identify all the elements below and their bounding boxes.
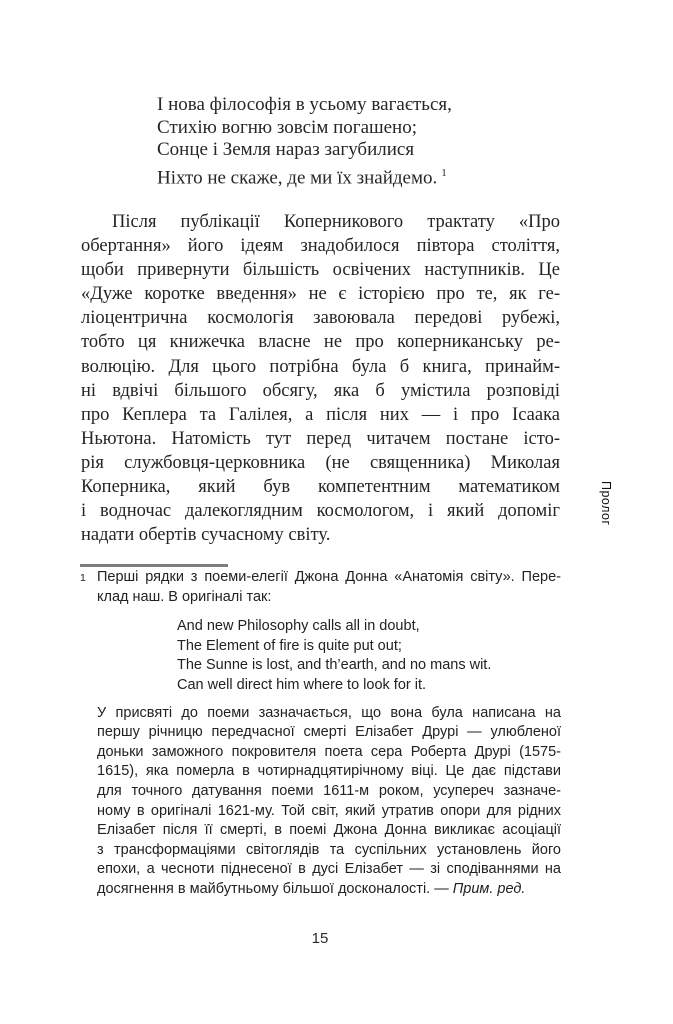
verse-line: The Element of fire is quite put out; (177, 637, 402, 654)
page-number: 15 (311, 930, 329, 947)
epigraph-line (157, 162, 452, 190)
footnote-line: У присвяті до поеми зазначається, що вона була написана на (97, 704, 561, 721)
main-paragraph (81, 210, 560, 547)
epigraph-poem (157, 94, 452, 190)
footnote (80, 568, 561, 900)
editor-note: Прим. ред. (452, 880, 526, 897)
footnote-line: 1615), яка померла в чотирнадцятирічному віці. Це дає підстави (97, 763, 561, 780)
text-line: обертання» його ідеям знадобилося півтора століття, (81, 236, 560, 257)
footnote-line: Елізабет після її смерті, в поемі Джона Донна викликає асоціації (97, 822, 561, 839)
text-line: ліоцентрична космологія завоювала передові рубежі, (81, 308, 560, 329)
text-line: «Дуже коротке введення» не є історією про те, як ге- (81, 284, 560, 305)
verse-line: The Sunne is lost, and th’earth, and no mans wit. (177, 657, 492, 674)
epigraph-line-text: Ніхто не скаже, де ми їх знайдемо. (157, 167, 438, 189)
footnote-line: Перші рядки з поеми-елегії Джона Донна «Анатомія світу». Пере- (97, 569, 561, 585)
text-line: рія службовця-церковника (не священника) Миколая (81, 452, 560, 473)
footnote-line: епохи, а чесноти піднесеної в дусі Елізабет — зі сподіваннями на (97, 861, 561, 878)
text-line: щоби привернути більшість освічених наступників. Це (81, 260, 560, 281)
footnote-line: для точного датування поеми 1611-м роком, усупереч зазначе- (97, 782, 561, 799)
text-line: Після публікації Коперникового трактату «Про (112, 212, 560, 232)
footnote-line: клад наш. В оригіналі так: (97, 588, 272, 605)
text-line: ні вдвічі більшого обсягу, яка б умістила розповіді (81, 380, 560, 401)
text-line: тобто ця книжечка власне не про коперниканську ре- (81, 332, 560, 353)
footnote-reference: 1 (441, 166, 447, 179)
footnote-line: ному в оригіналі 1621-му. Той світ, який утратив опори для рідних (97, 802, 561, 819)
epigraph-line: Стихію вогню зовсім погашено; (157, 116, 418, 138)
footnote-marker: 1 (80, 572, 86, 584)
footnote-english-verse (177, 617, 561, 695)
verse-line: Can well direct him where to look for it. (177, 676, 427, 693)
epigraph-line: Сонце і Земля нараз загубилися (157, 139, 415, 161)
footnote-separator (80, 564, 228, 567)
text-line: Коперника, який був компетентним математиком (81, 477, 560, 498)
footnote-line: з трансформаціями світоглядів та суспільних установлень його (97, 841, 561, 858)
footnote-last-line-text: досягнення в майбутньому більшої досконалості. — (97, 880, 453, 897)
verse-line: And new Philosophy calls all in doubt, (177, 618, 420, 635)
epigraph-line: І нова філософія в усьому вагається, (157, 94, 452, 115)
chapter-margin-label: Пролог (599, 481, 613, 526)
text-line: волюцію. Для цього потрібна була б книга, принайм- (81, 356, 560, 377)
text-line: надати обертів сучасному світу. (81, 525, 331, 546)
text-line: Ньютона. Натомість тут перед читачем постане істо- (81, 428, 560, 449)
footnote-line: доньки заможного покровителя поета сера Роберта Друрі (1575- (97, 743, 561, 760)
footnote-last-line (97, 880, 561, 900)
footnote-line: першу річницю передчасної смерті Елізабет Друрі — улюбленої (97, 724, 561, 741)
footnote-paragraph-2 (97, 704, 561, 880)
footnote-body (97, 568, 561, 900)
text-line: про Кеплера та Галілея, а після них — і про Ісаака (81, 404, 560, 425)
text-line: і водночас далекоглядним космологом, і який допоміг (81, 501, 560, 522)
footnote-paragraph-1 (97, 568, 561, 607)
